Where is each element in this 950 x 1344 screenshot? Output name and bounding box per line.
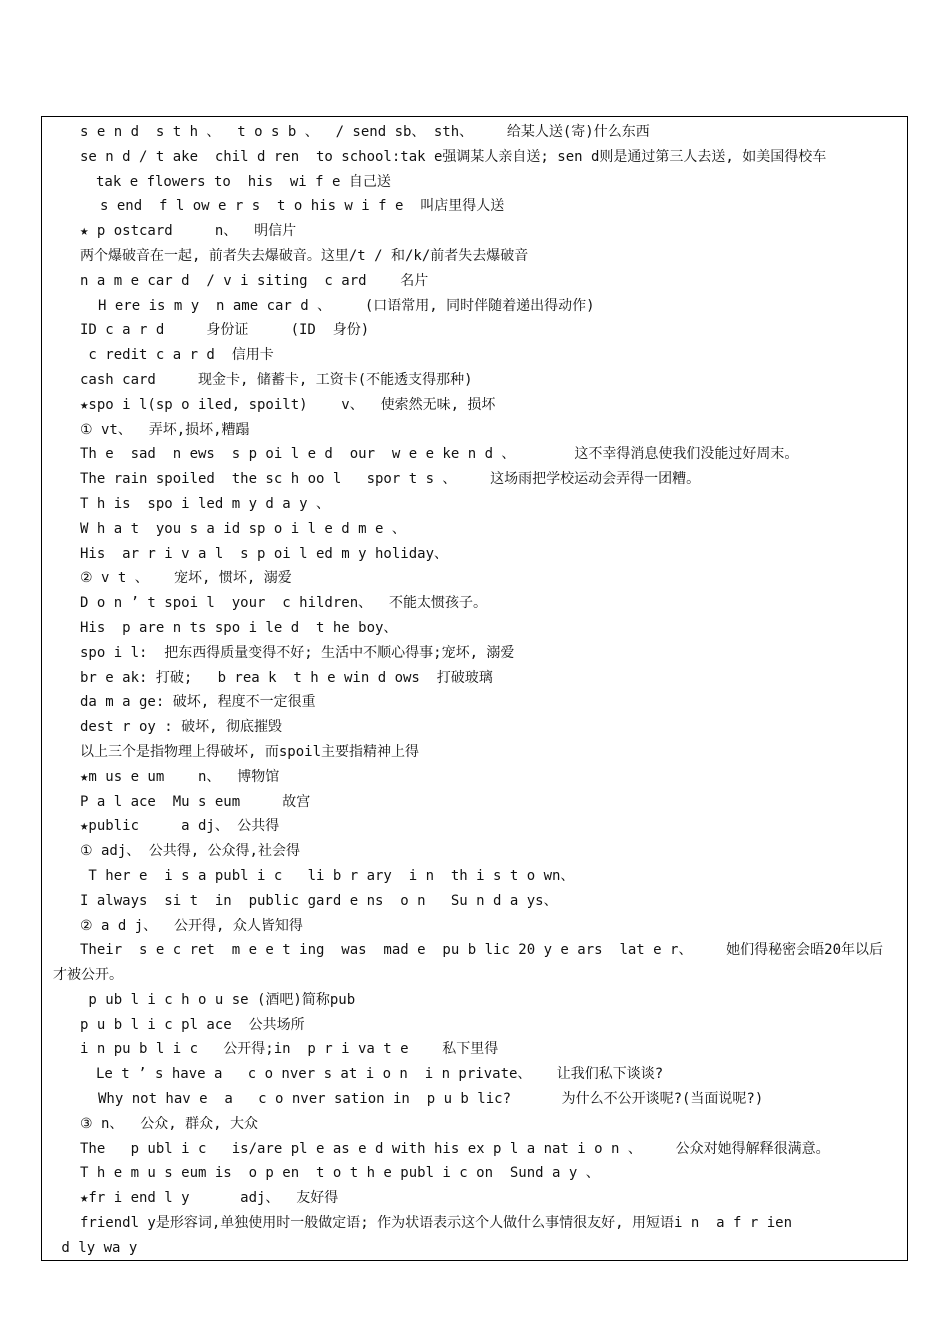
text-line: Th e sad n ews s p oi l e d our w e e ke n d 、 这不幸得消息使我们没能过好周末。: [80, 446, 799, 463]
text-line: H ere is m y n ame car d 、 (口语常用, 同时伴随着递出得动作): [98, 297, 595, 314]
text-line: s end f l ow e r s t o his w i f e 叫店里得人送: [100, 198, 505, 215]
text-line: The rain spoiled the sc h oo l spor t s 、 这场雨把学校运动会弄得一团糟。: [80, 471, 701, 488]
text-line: ② v t 、 宠坏, 惯坏, 溺爱: [80, 570, 292, 587]
text-line: Why not hav e a c o nver sation in p u b lic? 为什么不公开谈呢?(当面说呢?): [98, 1091, 764, 1108]
document-body: [53, 120, 901, 1261]
text-line: br e ak: 打破; b rea k t h e win d ows 打破玻璃: [80, 669, 493, 686]
text-line: His p are n ts spo i le d t he boy、: [80, 619, 398, 636]
text-line: cash card 现金卡, 储蓄卡, 工资卡(不能透支得那种): [80, 371, 473, 388]
text-line: da m a ge: 破坏, 程度不一定很重: [80, 694, 316, 711]
text-line: friendl y是形容词,单独使用时一般做定语; 作为状语表示这个人做什么事情很友好, 用短语i n a f r ien: [80, 1215, 793, 1232]
text-line: p u b l i c pl ace 公共场所: [80, 1016, 305, 1033]
text-line: d ly wa y: [53, 1239, 138, 1256]
text-line: ★ p ostcard n、 明信片: [80, 223, 297, 240]
text-line: T her e i s a publ i c li b r ary i n th i s t o wn、: [80, 867, 575, 884]
text-line: His ar r i v a l s p oi l ed m y holiday、: [80, 545, 449, 562]
text-line: The p ubl i c is/are pl e as e d with his ex p l a nat i o n 、 公众对她得解释很满意。: [80, 1140, 830, 1157]
text-line: Their s e c ret m e e t ing was mad e pu b lic 20 y e ars lat e r、 她们得秘密会晤20年以后: [80, 942, 884, 959]
text-line: W h a t you s a id sp o i l e d m e 、: [80, 520, 406, 537]
text-line: T h is spo i led m y d a y 、: [80, 495, 331, 512]
text-line: n a m e car d / v i siting c ard 名片: [80, 272, 429, 289]
text-line: 才被公开。: [53, 967, 123, 984]
text-line: ID c a r d 身份证 (ID 身份): [80, 322, 370, 339]
text-line: se n d / t ake chil d ren to school:tak e强调某人亲自送; sen d则是通过第三人去送, 如美国得校车: [80, 148, 827, 165]
text-line: i n pu b l i c 公开得;in p r i va t e 私下里得: [80, 1041, 499, 1058]
text-line: s e n d s t h 、 t o s b 、 / send sb、 sth、 给某人送(寄)什么东西: [80, 124, 650, 140]
text-line: dest r oy : 破坏, 彻底摧毁: [80, 719, 283, 736]
text-line: ★public a dj、 公共得: [80, 818, 280, 835]
text-line: ① adj、 公共得, 公众得,社会得: [80, 843, 300, 860]
text-line: ★m us e um n、 博物馆: [80, 768, 280, 785]
text-line: I always si t in public gard e ns o n Su n d a ys、: [80, 892, 558, 909]
text-line: ★spo i l(sp o iled, spoilt) v、 使索然无味, 损坏: [80, 396, 496, 413]
text-line: T h e m u s eum is o p en t o t h e publ i c on Sund a y 、: [80, 1165, 600, 1182]
text-line: p ub l i c h o u se (酒吧)简称pub: [80, 991, 356, 1008]
text-line: P a l ace Mu s eum 故宫: [80, 793, 311, 810]
text-line: ② a d j、 公开得, 众人皆知得: [80, 917, 303, 934]
text-line: 两个爆破音在一起, 前者失去爆破音。这里/t / 和/k/前者失去爆破音: [80, 247, 529, 264]
text-line: ① vt、 弄坏,损坏,糟蹋: [80, 421, 250, 438]
text-line: Le t ’ s have a c o nver s at i o n i n private、 让我们私下谈谈?: [96, 1066, 664, 1083]
text-line: tak e flowers to his wi f e 自己送: [96, 173, 391, 190]
document-frame: [41, 116, 908, 1261]
text-line: spo i l: 把东西得质量变得不好; 生活中不顺心得事;宠坏, 溺爱: [80, 644, 515, 661]
text-line: ★fr i end l y adj、 友好得: [80, 1190, 339, 1207]
text-line: 以上三个是指物理上得破坏, 而spoil主要指精神上得: [80, 743, 419, 760]
text-line: c redit c a r d 信用卡: [80, 347, 274, 364]
text-line: ③ n、 公众, 群众, 大众: [80, 1115, 258, 1132]
text-line: D o n ’ t spoi l your c hildren、 不能太惯孩子。: [80, 595, 488, 612]
